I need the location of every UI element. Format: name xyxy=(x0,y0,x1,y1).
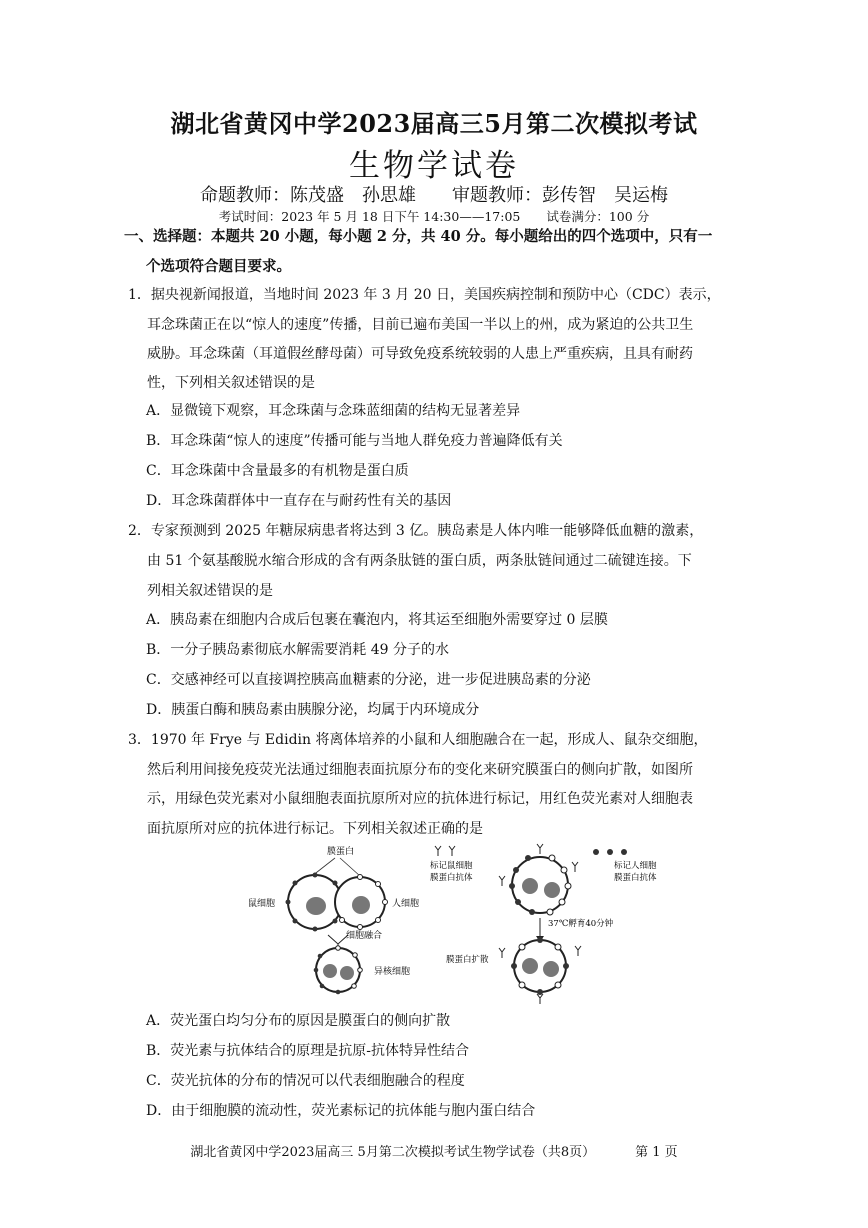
fusion-diagram xyxy=(248,845,419,994)
mouse-nucleus xyxy=(306,897,326,915)
q2-line: 列相关叙述错误的是 xyxy=(147,583,273,599)
q3-line: 示，用绿色荧光素对小鼠细胞表面抗原所对应的抗体进行标记，用红色荧光素对人细胞表 xyxy=(147,791,693,807)
human-cell-label: 人细胞 xyxy=(392,899,420,909)
page-number: 第 1 页 xyxy=(635,1145,678,1160)
label-human-antibody-2: 膜蛋白抗体 xyxy=(614,873,657,883)
exam-meta xyxy=(0,207,868,225)
section-heading-line1: 一、选择题：本题共 20 小题，每小题 2 分，共 40 分。每小题给出的四个选项中，只有一 xyxy=(124,228,713,245)
q1-option-b[interactable]: B．耳念珠菌“惊人的速度”传播可能与当地人群免疫力普遍降低有关 xyxy=(146,433,563,449)
q3-line: 面抗原所对应的抗体进行标记。下列相关叙述正确的是 xyxy=(147,821,483,837)
incubate-label: 37℃孵育40分钟 xyxy=(548,919,614,929)
label-mouse-antibody-2: 膜蛋白抗体 xyxy=(430,873,473,883)
q2-line: 2．专家预测到 2025 年糖尿病患者将达到 3 亿。胰岛素是人体内唯一能够降低血糖的激素， xyxy=(128,523,704,539)
q3-option-c[interactable]: C．荧光抗体的分布的情况可以代表细胞融合的程度 xyxy=(146,1073,465,1089)
q2-option-a[interactable]: A．胰岛素在细胞内合成后包裹在囊泡内，将其运至细胞外需要穿过 0 层膜 xyxy=(146,612,608,628)
exam-title: 湖北省黄冈中学2023届高三5月第二次模拟考试 xyxy=(170,109,698,138)
page-footer xyxy=(0,1141,868,1160)
exam-time: 考试时间：2023 年 5 月 18 日下午 14:30——17:05 xyxy=(218,209,521,224)
exam-subtitle: 生物学试卷 xyxy=(349,148,519,184)
q1-option-c[interactable]: C．耳念珠菌中含量最多的有机物是蛋白质 xyxy=(146,463,409,479)
section-heading-line2: 个选项符合题目要求。 xyxy=(146,258,291,275)
labeled-cell-circle xyxy=(512,857,568,913)
cell-fusion-label: 细胞融合 xyxy=(346,931,383,941)
q3-option-d[interactable]: D．由于细胞膜的流动性，荧光素标记的抗体能与胞内蛋白结合 xyxy=(146,1103,536,1119)
teachers-line: 命题教师：陈茂盛 孙思雄 审题教师：彭传智 吴运梅 xyxy=(200,185,668,206)
heterokaryon-label: 异核细胞 xyxy=(374,967,411,977)
diffusion-label: 膜蛋白扩散 xyxy=(446,955,489,965)
membrane-protein-label: 膜蛋白 xyxy=(327,847,355,857)
cell-fusion-figure xyxy=(240,840,660,1005)
q2-option-b[interactable]: B．一分子胰岛素彻底水解需要消耗 49 分子的水 xyxy=(146,642,450,658)
full-score: 试卷满分：100 分 xyxy=(546,209,650,224)
q1-line: 性，下列相关叙述错误的是 xyxy=(147,375,315,391)
footer-text: 湖北省黄冈中学2023届高三 5月第二次模拟考试生物学试卷（共8页） xyxy=(190,1145,596,1160)
label-human-antibody-1: 标记人细胞 xyxy=(614,861,657,871)
q2-line: 由 51 个氨基酸脱水缩合形成的含有两条肽链的蛋白质，两条肽链间通过二硫键连接。下 xyxy=(147,553,692,569)
q3-option-a[interactable]: A．荧光蛋白均匀分布的原因是膜蛋白的侧向扩散 xyxy=(146,1013,451,1029)
q3-line: 然后利用间接免疫荧光法通过细胞表面抗原分布的变化来研究膜蛋白的侧向扩散，如图所 xyxy=(147,762,693,778)
q3-line: 3．1970 年 Frye 与 Edidin 将离体培养的小鼠和人细胞融合在一起，形成人、鼠杂交细胞， xyxy=(128,732,708,748)
q1-line: 耳念珠菌正在以“惊人的速度”传播，目前已遍布美国一半以上的州，成为紧迫的公共卫生 xyxy=(147,317,694,333)
antibody-diagram xyxy=(430,844,657,1004)
label-mouse-antibody-1: 标记鼠细胞 xyxy=(430,861,473,871)
q1-line: 1．据央视新闻报道，当地时间 2023 年 3 月 20 日，美国疾病控制和预防中心（CDC）表示， xyxy=(128,287,721,303)
q1-option-d[interactable]: D．耳念珠菌群体中一直存在与耐药性有关的基因 xyxy=(146,493,452,509)
mouse-cell-label: 鼠细胞 xyxy=(248,899,276,909)
human-nucleus xyxy=(352,896,370,914)
q2-option-c[interactable]: C．交感神经可以直接调控胰高血糖素的分泌，进一步促进胰岛素的分泌 xyxy=(146,672,591,688)
q3-option-b[interactable]: B．荧光素与抗体结合的原理是抗原-抗体特异性结合 xyxy=(146,1043,470,1059)
q1-option-a[interactable]: A．显微镜下观察，耳念珠菌与念珠蓝细菌的结构无显著差异 xyxy=(146,403,521,419)
q1-line: 威胁。耳念珠菌（耳道假丝酵母菌）可导致免疫系统较弱的人患上严重疾病，且具有耐药 xyxy=(147,346,693,362)
q2-option-d[interactable]: D．胰蛋白酶和胰岛素由胰腺分泌，均属于内环境成分 xyxy=(146,702,480,718)
